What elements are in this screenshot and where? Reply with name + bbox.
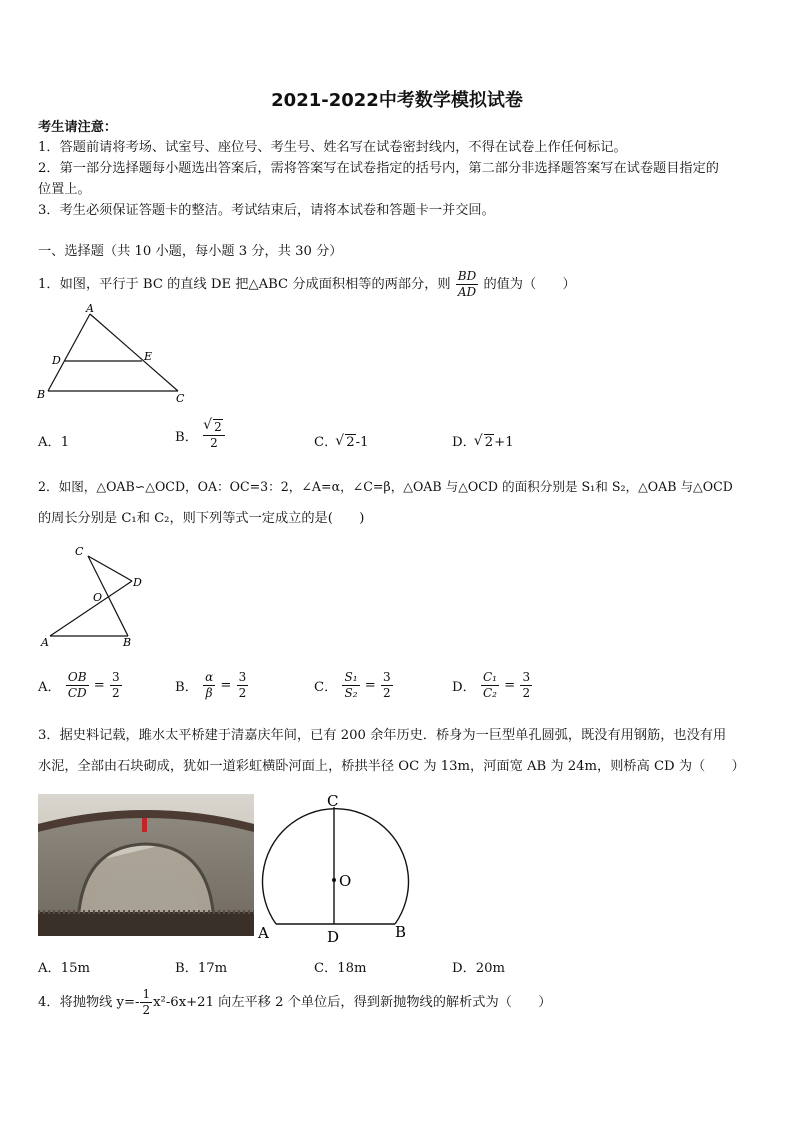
q2-label-b: B — [123, 636, 132, 649]
q4-fraction — [140, 987, 152, 1018]
q1-option-b-fraction — [203, 420, 225, 451]
q1-option-d-sqrt — [476, 435, 494, 450]
q1-option-b-radicand: 2 — [214, 420, 222, 434]
q3-label-o: O — [339, 872, 352, 890]
q2-option-d-rhs — [520, 670, 532, 701]
q2-option-b — [175, 670, 249, 701]
q2-stem-line1: 2．如图，△OAB∽△OCD，OA：OC=3：2，∠A=α，∠C=β，△OAB 与△OCD 的面积分别是 S₁和 S₂，△OAB 与△OCD — [38, 479, 733, 494]
q2-option-d-eq: = — [504, 678, 516, 693]
q2-option-c-eq: = — [364, 678, 376, 693]
q1-frac-den: AD — [457, 285, 477, 299]
q3-option-d: D．20m — [452, 961, 506, 976]
bridge-photo-drawing — [38, 794, 254, 936]
q3-center-point — [332, 878, 336, 882]
q1-label-d: D — [52, 354, 61, 367]
q1-option-c-label: C． — [314, 435, 338, 450]
q2-option-a-label: A． — [38, 680, 61, 695]
q3-arch-arc — [263, 809, 409, 924]
notice-item-2-cont: 位置上。 — [38, 182, 91, 197]
q2-option-a-den: CD — [67, 686, 87, 700]
q3-stem-line1: 3．据史料记载，雎水太平桥建于清嘉庆年间，已有 200 余年历史．桥身为一巨型单孔圆弧，既没有用钢筋，也没有用 — [38, 728, 727, 743]
q1-triangle-lines — [48, 314, 178, 391]
q2-figure-lines — [50, 556, 132, 636]
q1-option-b-den: 2 — [210, 436, 218, 450]
q2-option-c-rhs — [381, 670, 393, 701]
q4-stem — [38, 986, 551, 1020]
q1-option-c-sqrt — [337, 435, 355, 450]
q1-option-d-label: D． — [452, 435, 476, 450]
q2-option-c-lhs — [342, 670, 359, 701]
q2-option-a-rnum: 3 — [112, 670, 120, 684]
q2-label-c: C — [75, 545, 84, 558]
q1-label-e: E — [144, 350, 153, 363]
q1-option-d-tail: +1 — [494, 435, 514, 450]
q3-stem-line2: 水泥，全部由石块砌成，犹如一道彩虹横卧河面上，桥拱半径 OC 为 13m，河面宽 AB 为 24m，则桥高 CD 为（ ） — [38, 759, 745, 774]
q1-fraction — [456, 269, 478, 300]
q2-option-d-rden: 2 — [522, 686, 531, 700]
notice-item-2: 2．第一部分选择题每小题选出答案后，需将答案写在试卷指定的括号内，第二部分非选择题答案写在试卷题目指定的 — [38, 161, 719, 176]
q1-line-ac — [90, 314, 178, 391]
q2-line-ad — [50, 581, 132, 636]
q4-frac-den: 2 — [142, 1003, 151, 1017]
q2-option-d-num: C₁ — [482, 670, 497, 684]
q1-option-b-num — [203, 420, 225, 436]
q1-option-a: A．1 — [38, 435, 70, 450]
notice-heading: 考生请注意： — [38, 120, 118, 135]
q4-stem-post: x²-6x+21 向左平移 2 个单位后，得到新抛物线的解析式为（ ） — [153, 995, 552, 1010]
q2-option-a-rden: 2 — [112, 686, 120, 700]
q2-option-d-label: D． — [452, 680, 476, 695]
q4-stem-pre: 4．将抛物线 y=- — [38, 995, 140, 1010]
q1-line-ab — [48, 314, 90, 391]
q2-option-d-lhs — [481, 670, 499, 701]
q1-option-c-radicand: 2 — [346, 435, 355, 450]
q1-option-b-sqrt — [205, 420, 223, 435]
q1-stem — [38, 268, 576, 302]
q2-option-a-lhs — [66, 670, 89, 701]
q4-frac-num: 1 — [142, 987, 151, 1001]
q3-option-b: B．17m — [175, 961, 228, 976]
q2-option-b-num: α — [205, 670, 214, 684]
q2-option-b-den: β — [205, 686, 213, 700]
page-title: 2021-2022中考数学模拟试卷 — [271, 90, 523, 111]
q2-option-d-den: C₂ — [482, 686, 497, 700]
q3-option-c: C．18m — [314, 961, 367, 976]
section-heading: 一、选择题（共 10 小题，每小题 3 分，共 30 分） — [38, 244, 343, 259]
q2-option-c-rnum: 3 — [382, 670, 391, 684]
q1-stem-pre: 1．如图，平行于 BC 的直线 DE 把△ABC 分成面积相等的两部分，则 — [38, 277, 451, 292]
q2-option-b-rden: 2 — [238, 686, 247, 700]
q2-stem-line2: 的周长分别是 C₁和 C₂，则下列等式一定成立的是( ) — [38, 511, 365, 526]
q1-label-c: C — [176, 392, 185, 405]
q2-option-c-den: S₂ — [344, 686, 358, 700]
q3-label-b: B — [395, 923, 407, 941]
q1-option-c — [314, 431, 369, 450]
q1-option-b-label: B． — [175, 430, 198, 445]
q1-frac-num: BD — [457, 269, 477, 283]
q2-option-b-lhs — [203, 670, 215, 701]
q1-option-b — [175, 420, 226, 451]
q1-option-c-tail: -1 — [355, 435, 369, 450]
q3-diagram-lines — [263, 807, 409, 924]
q2-option-b-rhs — [237, 670, 249, 701]
q2-option-c-rden: 2 — [382, 686, 391, 700]
q1-option-d — [452, 431, 514, 450]
q1-triangle-figure — [34, 302, 194, 406]
q1-label-a: A — [86, 302, 94, 315]
q2-label-o: O — [93, 591, 103, 604]
q1-label-b: B — [37, 388, 46, 401]
bridge-photo — [38, 794, 254, 936]
q3-label-d: D — [327, 928, 340, 946]
notice-item-3: 3．考生必须保证答题卡的整洁。考试结束后，请将本试卷和答题卡一并交回。 — [38, 203, 495, 218]
q1-stem-post: 的值为（ ） — [483, 277, 576, 292]
q2-option-c-label: C． — [314, 680, 338, 695]
q2-option-b-rnum: 3 — [238, 670, 247, 684]
q2-option-c-num: S₁ — [344, 670, 358, 684]
q2-option-d — [452, 670, 533, 701]
q2-label-a: A — [41, 636, 49, 649]
notice-item-1: 1．答题前请将考场、试室号、座位号、考生号、姓名写在试卷密封线内，不得在试卷上作任何标记。 — [38, 140, 627, 155]
q2-option-b-eq: = — [220, 678, 232, 693]
q2-option-a-num: OB — [67, 670, 87, 684]
q2-similar-triangles-figure — [34, 542, 154, 650]
q2-option-a — [38, 670, 123, 701]
q3-label-c: C — [327, 792, 339, 810]
q1-option-d-radicand: 2 — [484, 435, 494, 450]
q3-label-a: A — [258, 924, 269, 942]
q2-option-a-rhs — [110, 670, 122, 701]
q2-option-d-rnum: 3 — [522, 670, 531, 684]
q2-option-b-label: B． — [175, 680, 198, 695]
q2-label-d: D — [133, 576, 142, 589]
q3-arch-diagram — [254, 786, 414, 946]
q3-option-a: A．15m — [38, 961, 90, 976]
q2-option-c — [314, 670, 394, 701]
q2-option-a-eq: = — [93, 678, 105, 693]
